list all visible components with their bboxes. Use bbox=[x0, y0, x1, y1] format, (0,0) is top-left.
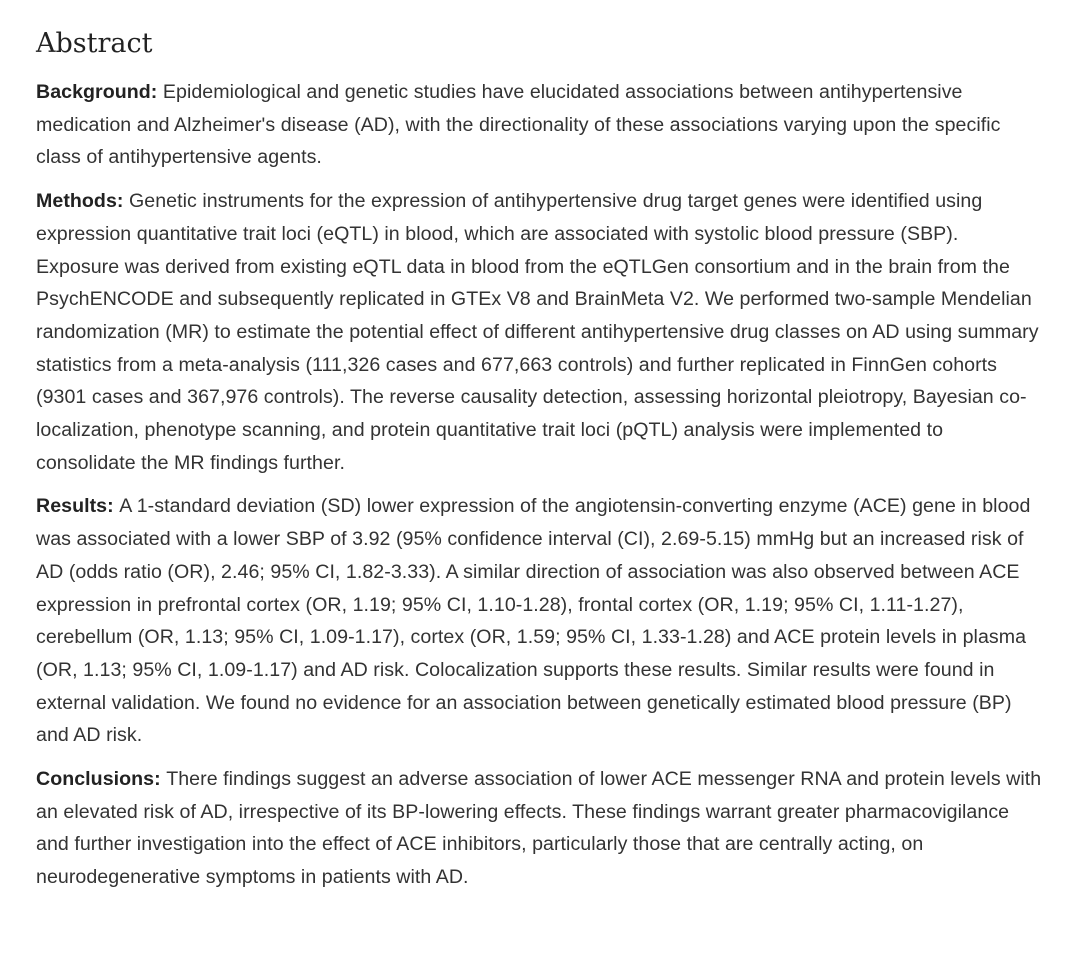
section-text-background: Epidemiological and genetic studies have elucidated associations between antihypertensive medication and Alzheimer's disease (AD), with the directionality of these associations varying upon the specific class of antihypertensive agents. bbox=[36, 81, 1001, 169]
section-text-results: A 1-standard deviation (SD) lower expression of the angiotensin-converting enzyme (ACE) gene in blood was associated with a lower SBP of 3.92 (95% confidence interval (CI), 2.69-5.15) mmHg but an increased risk of AD (odds ratio (OR), 2.46; 95% CI, 1.82-3.33). A similar direction of association was also observed between ACE expression in prefrontal cortex (OR, 1.19; 95% CI, 1.10-1.28), frontal cortex (OR, 1.19; 95% CI, 1.11-1.27), cerebellum (OR, 1.13; 95% CI, 1.09-1.17), cortex (OR, 1.59; 95% CI, 1.33-1.28) and ACE protein levels in plasma (OR, 1.13; 95% CI, 1.09-1.17) and AD risk. Colocalization supports these results. Similar results were found in external validation. We found no evidence for an association between genetically estimated blood pressure (BP) and AD risk. bbox=[36, 495, 1031, 747]
section-label-methods: Methods: bbox=[36, 190, 129, 213]
abstract-heading: Abstract bbox=[36, 28, 153, 59]
section-text-conclusions: There findings suggest an adverse association of lower ACE messenger RNA and protein levels with an elevated risk of AD, irrespective of its BP-lowering effects. These findings warrant greater pharmacovigilance and further investigation into the effect of ACE inhibitors, particularly those that are centrally acting, on neurodegenerative symptoms in patients with AD. bbox=[36, 768, 1042, 889]
abstract-section-background bbox=[36, 76, 1044, 174]
abstract-section-results bbox=[36, 490, 1044, 752]
section-label-conclusions: Conclusions: bbox=[36, 768, 167, 791]
section-label-background: Background: bbox=[36, 81, 163, 103]
abstract-section-methods bbox=[36, 185, 1044, 479]
abstract-section-conclusions bbox=[36, 763, 1044, 894]
section-text-methods: Genetic instruments for the expression of antihypertensive drug target genes were identified using expression quantitative trait loci (eQTL) in blood, which are associated with systolic blood pressure (SBP). Exposure was derived from existing eQTL data in blood from the eQTLGen consortium and in the brain from the PsychENCODE and subsequently replicated in GTEx V8 and BrainMeta V2. We performed two-sample Mendelian randomization (MR) to estimate the potential effect of different antihypertensive drug classes on AD using summary statistics from a meta-analysis (111,326 cases and 677,663 controls) and further replicated in FinnGen cohorts (9301 cases and 367,976 controls). The reverse causality detection, assessing horizontal pleiotropy, Bayesian co-localization, phenotype scanning, and protein quantitative trait loci (pQTL) analysis were implemented to consolidate the MR findings further. bbox=[36, 190, 1039, 474]
section-label-results: Results: bbox=[36, 495, 120, 518]
